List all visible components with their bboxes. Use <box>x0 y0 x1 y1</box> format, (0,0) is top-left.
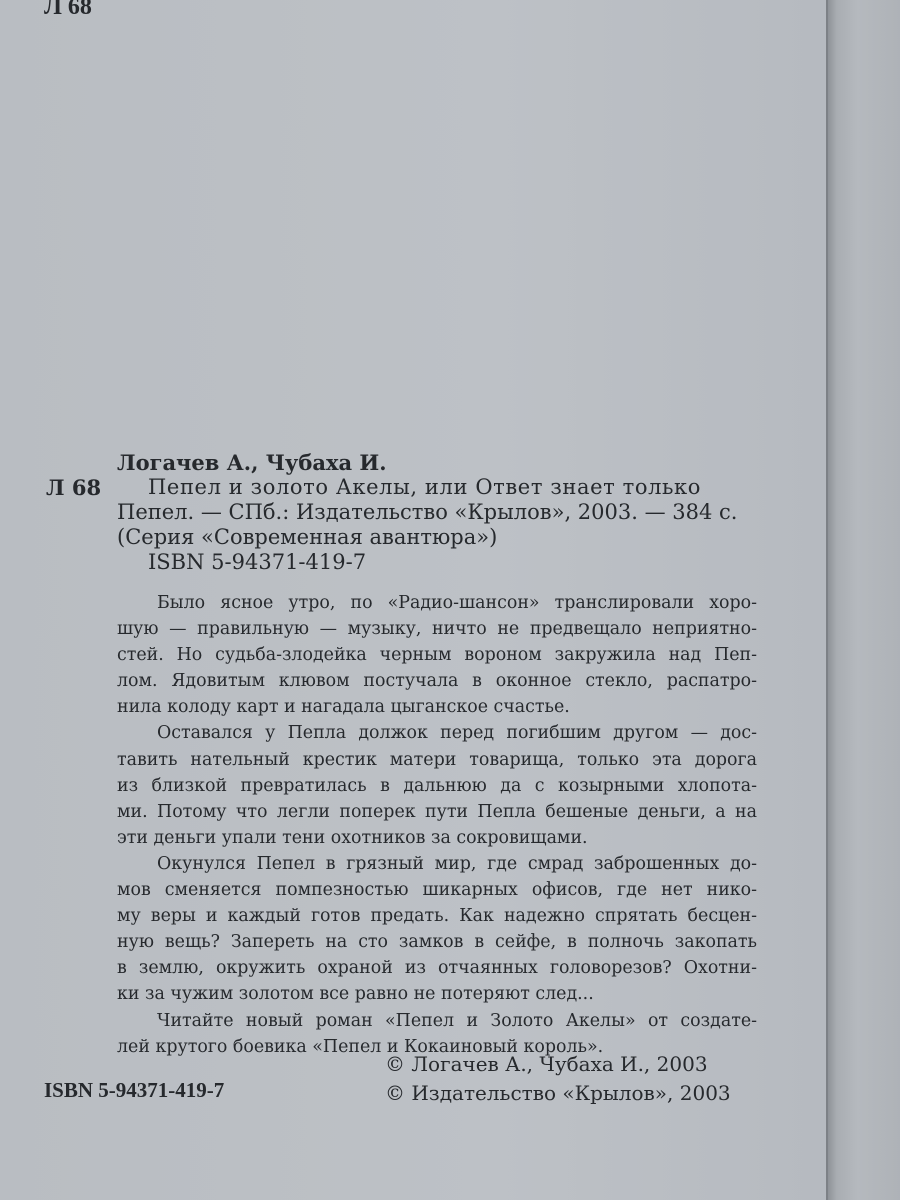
annotation-line: лом. Ядовитым клювом постучала в оконное стекло, распатро- <box>117 671 757 692</box>
authors: Логачев А., Чубаха И. <box>117 450 387 475</box>
annotation-line: лей крутого боевика «Пепел и Кокаиновый король». <box>117 1036 604 1057</box>
annotation-line: Оставался у Пепла должок перед погибшим другом — дос- <box>157 723 757 744</box>
publication-line: Пепел. — СПб.: Издательство «Крылов», 2003. — 384 с. <box>117 500 738 524</box>
annotation-line: ми. Потому что легли поперек пути Пепла бешеные деньги, а на <box>117 801 757 822</box>
annotation-line: Читайте новый роман «Пепел и Золото Акелы» от создате- <box>157 1010 757 1031</box>
bibliographic-record <box>117 450 757 575</box>
series-line: (Серия «Современная авантюра») <box>117 525 498 549</box>
library-code-top: Л 68 <box>44 0 92 20</box>
title-line: Пепел и золото Акелы, или Ответ знает только <box>148 475 702 499</box>
annotation-line: шую — правильную — музыку, ничто не предвещало неприятно- <box>117 619 757 640</box>
annotation-line: из близкой превратилась в дальнюю да с козырными хлопота- <box>117 775 757 796</box>
annotation-line: нила колоду карт и нагадала цыганское счастье. <box>117 697 570 718</box>
annotation-line: эти деньги упали тени охотников за сокровищами. <box>117 827 588 848</box>
bibliographic-isbn: ISBN 5-94371-419-7 <box>148 550 367 574</box>
copyright-authors: © Логачев А., Чубаха И., 2003 <box>385 1052 708 1076</box>
page-edge <box>826 0 900 1200</box>
copyright-publisher: © Издательство «Крылов», 2003 <box>385 1081 731 1105</box>
annotation-text <box>117 590 757 1060</box>
annotation-line: в землю, окружить охраной из отчаянных головорезов? Охотни- <box>117 958 757 979</box>
annotation-line: Окунулся Пепел в грязный мир, где смрад заброшенных до- <box>157 853 757 874</box>
annotation-line: стей. Но судьба-злодейка черным вороном закружила над Пеп- <box>117 645 757 666</box>
annotation-line: ную вещь? Запереть на сто замков в сейфе, в полночь закопать <box>117 932 757 953</box>
annotation-line: Было ясное утро, по «Радио-шансон» транслировали хоро- <box>157 593 757 613</box>
copyright-block <box>385 1050 731 1108</box>
annotation-line: му веры и каждый готов предать. Как надежно спрятать бесцен- <box>117 906 757 927</box>
isbn-footer: ISBN 5-94371-419-7 <box>44 1078 225 1102</box>
annotation-line: тавить нательный крестик матери товарища, только эта дорога <box>117 749 757 770</box>
bibliographic-code: Л 68 <box>46 475 102 500</box>
annotation-line: мов сменяется помпезностью шикарных офисов, где нет нико- <box>117 880 757 901</box>
annotation-line: ки за чужим золотом все равно не потеряют след... <box>117 984 594 1005</box>
